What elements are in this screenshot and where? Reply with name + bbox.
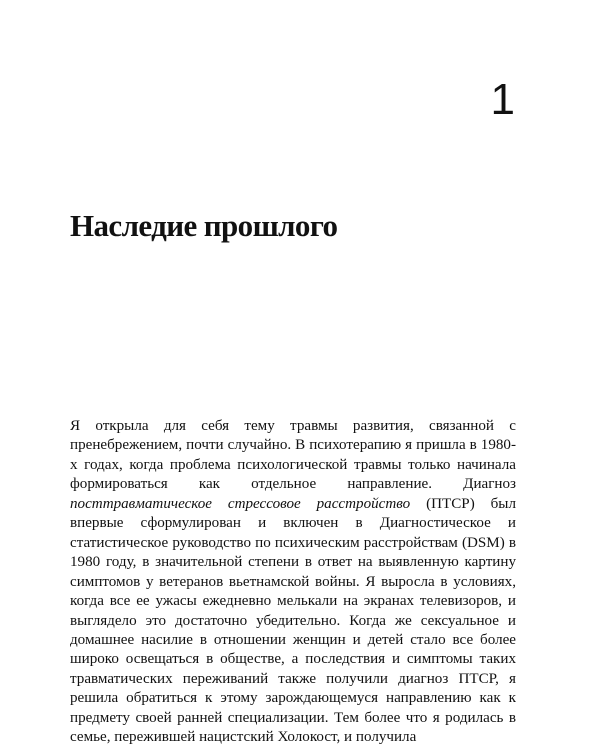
body-text-part-2: (ПТСР) был впервые сформулирован и включен в Диагностическое и статистическое руководство по психическим расстройствам (DSM) в 1980 году, в значительной степени в ответ на выявленную картину симптомов у ветеранов вьетнамской войны. Я выросла в условиях, когда все ее ужасы ежедневно мелькали на экранах телевизоров, и выглядело это достаточно убедительно. Когда же сексуальное и домашнее насилие в отношении женщин и детей стало все более широко освещаться в обществе, а последствия и симптомы таких травматических переживаний также получили диагноз ПТСР, я решила обратиться к этому зарождающемуся направлению как к предмету своей ранней специализации. Тем более что я родилась в семье, пережившей нацистский Холокост, и получила <box>70 495 516 746</box>
italic-term: посттравматическое стрессовое расстройство <box>70 495 411 512</box>
body-text-part-1: Я открыла для себя тему травмы развития, связанной с пренебрежением, почти случайно. В психотерапию я пришла в 1980-х годах, когда проблема психологической травмы только начинала формироваться как отдельное направление. Диагноз <box>70 418 516 493</box>
body-paragraph <box>70 417 516 748</box>
chapter-number: 1 <box>490 75 515 124</box>
chapter-title: Наследие прошлого <box>70 208 338 243</box>
